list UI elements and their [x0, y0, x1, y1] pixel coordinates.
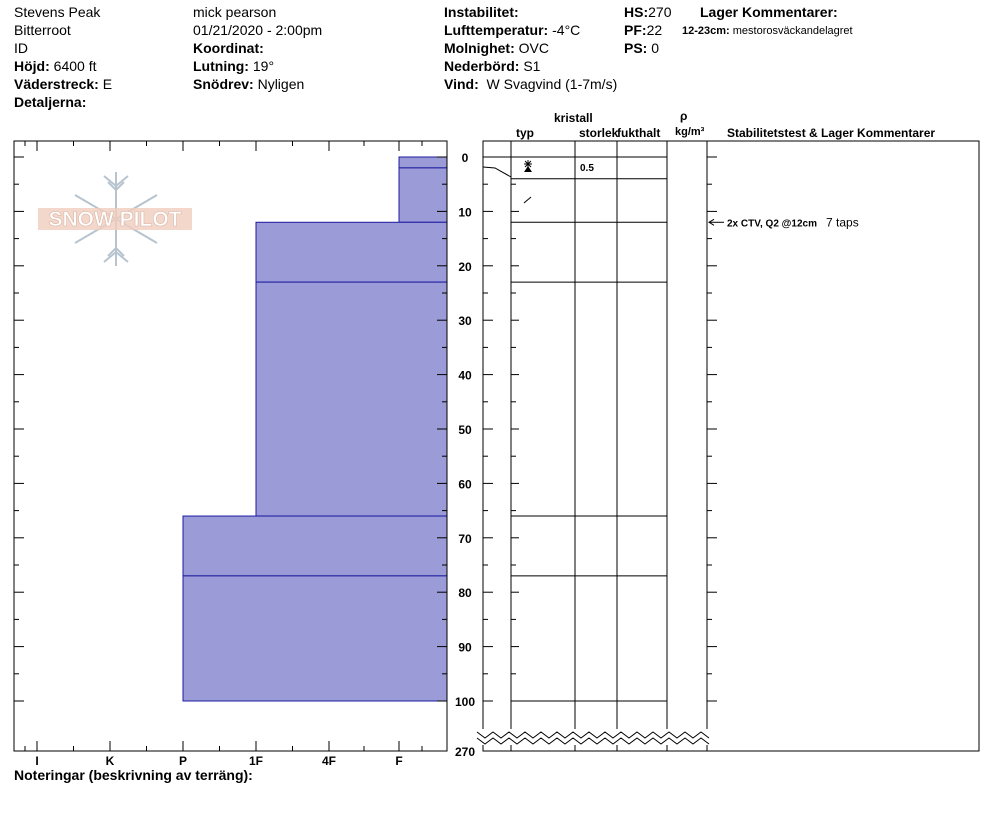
elevation-label: Höjd: [14, 58, 50, 74]
layer-connector [483, 167, 511, 177]
wind-value: W Svagvind (1-7m/s) [486, 76, 618, 92]
depth-label: 100 [454, 695, 476, 709]
depth-label: 30 [458, 314, 472, 329]
depth-break-marker [477, 729, 709, 751]
pf-value: 22 [646, 22, 663, 38]
col-crystal-line1: kristall [554, 111, 593, 125]
observer: mick pearson [193, 4, 277, 20]
hardness-layer [399, 168, 447, 222]
wind-label: Vind: [444, 76, 479, 92]
instability-label: Instabilitet: [444, 4, 519, 20]
col-stability: Stabilitetstest & Lager Kommentarer [727, 126, 936, 140]
stability-test-result: 2x CTV, Q2 @12cm [727, 218, 817, 230]
hardness-scale-label: P [178, 754, 188, 768]
grain-table-frame [483, 141, 979, 751]
ps-value: 0 [651, 40, 660, 56]
notes-label: Noteringar (beskrivning av terräng): [14, 767, 253, 783]
stability-test-taps: 7 taps [826, 215, 859, 230]
coordinate-label: Koordinat: [193, 40, 264, 56]
layer-comments-label: Lager Kommentarer: [700, 4, 838, 20]
snowpilot-logo [38, 172, 192, 266]
snowdrift-value: Nyligen [257, 76, 305, 92]
state: ID [14, 40, 28, 56]
slope-label: Lutning: [193, 58, 249, 74]
col-moisture: fukthalt [617, 126, 661, 140]
hs-label: HS: [624, 4, 649, 20]
aspect-label: Väderstreck: [14, 76, 99, 92]
precip-value: S1 [523, 58, 541, 74]
slope-value: 19° [252, 58, 275, 74]
hardness-layer [183, 516, 447, 576]
depth-label: 80 [458, 586, 472, 601]
cloud-value: OVC [518, 40, 549, 56]
depth-label-total: 270 [454, 745, 476, 759]
depth-label: 0 [461, 151, 469, 165]
depth-label: 70 [458, 531, 472, 546]
pf-label: PF: [624, 22, 647, 38]
precip-label: Nederbörd: [444, 58, 520, 74]
airtemp-label: Lufttemperatur: [444, 22, 549, 38]
col-type: typ [516, 126, 534, 140]
col-density-unit: kg/m³ [675, 126, 705, 138]
hardness-scale-label: F [395, 754, 403, 768]
hardness-scale-label: I [35, 754, 39, 768]
snowdrift-label: Snödrev: [193, 76, 254, 92]
crystal-size-value: 0.5 [580, 163, 594, 174]
elevation-value: 6400 ft [53, 58, 97, 74]
depth-label: 60 [458, 477, 472, 492]
decomposing-fragments-icon [524, 197, 531, 203]
airtemp-value: -4°C [552, 22, 581, 38]
hardness-scale-label: 4F [321, 754, 337, 768]
depth-label: 90 [458, 640, 472, 655]
hs-value: 270 [648, 4, 672, 20]
cloud-label: Molnighet: [444, 40, 515, 56]
hardness-layer [256, 282, 447, 516]
col-density-symbol: ρ [680, 109, 688, 123]
col-crystal-line2: storlek [579, 126, 619, 140]
datetime: 01/21/2020 - 2:00pm [193, 22, 323, 38]
hardness-layer [256, 222, 447, 282]
depth-label: 50 [458, 423, 472, 437]
details-label: Detaljerna: [14, 94, 87, 110]
aspect-value: E [102, 76, 113, 92]
layer-comment-text: mestorosväckandelagret [732, 25, 853, 37]
hardness-layer [183, 576, 447, 701]
depth-label: 40 [458, 368, 472, 383]
hardness-scale-label: 1F [248, 754, 264, 768]
range: Bitterroot [14, 22, 71, 38]
hardness-layer [399, 157, 447, 168]
layer-comment-range: 12-23cm: [682, 25, 730, 37]
logo-text: SNOW PILOT [48, 208, 182, 231]
location: Stevens Peak [14, 4, 101, 20]
depth-label: 10 [458, 205, 472, 220]
hardness-scale-label: K [105, 754, 115, 768]
ps-label: PS: [624, 40, 648, 56]
depth-label: 20 [458, 259, 472, 274]
